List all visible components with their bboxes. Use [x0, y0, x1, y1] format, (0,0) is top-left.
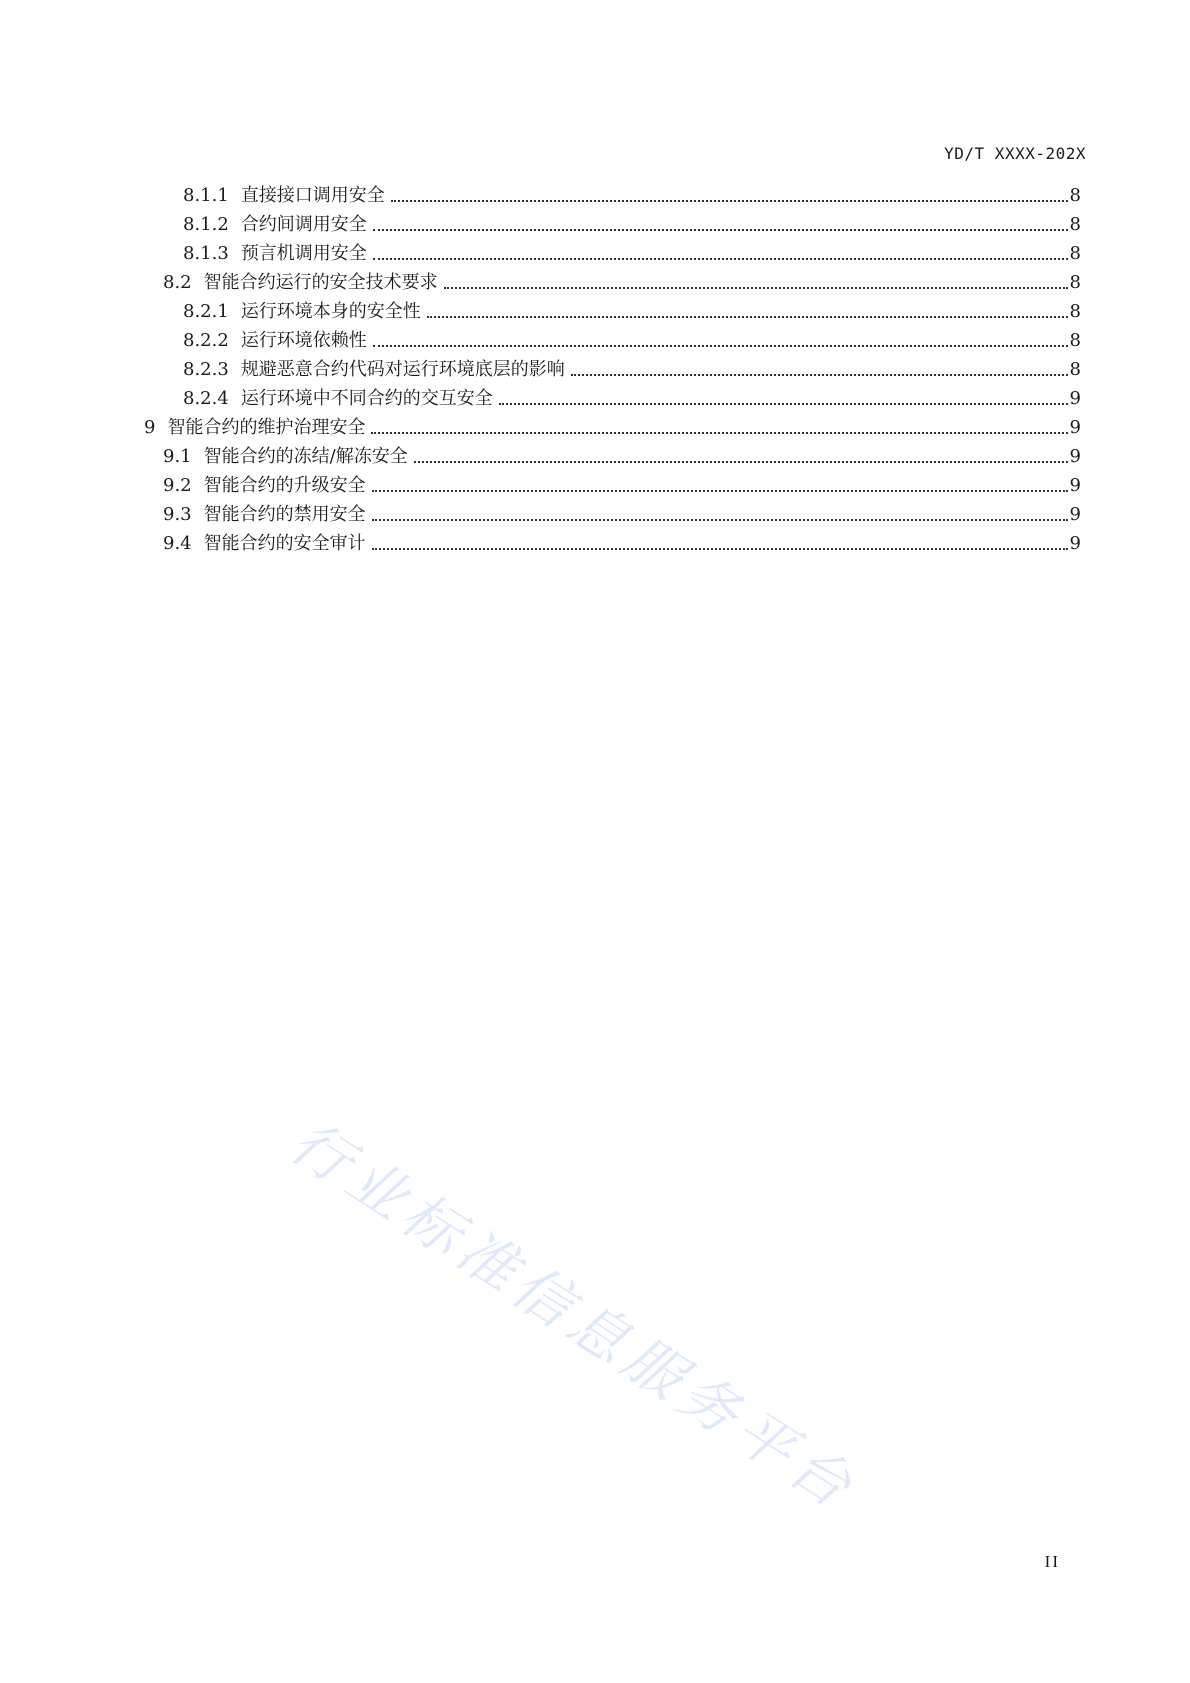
toc-entry-number: 8.2.4 [183, 388, 229, 409]
toc-leader-dots [372, 548, 1068, 550]
toc-entry-page: 9 [1069, 388, 1081, 409]
toc-entry-page: 9 [1069, 446, 1081, 467]
toc-entry-title: 智能合约的安全审计 [203, 533, 366, 554]
toc-entry[interactable] [163, 266, 1081, 294]
toc-leader-dots [414, 461, 1068, 463]
toc-entry-number: 9.1 [163, 446, 192, 467]
toc-entry-page: 8 [1069, 330, 1081, 351]
toc-entry-page: 9 [1069, 504, 1081, 525]
toc-entry-page: 8 [1069, 301, 1081, 322]
toc-entry-page: 8 [1069, 214, 1081, 235]
toc-leader-dots [391, 200, 1068, 202]
toc-entry[interactable] [183, 208, 1081, 236]
toc-entry[interactable] [183, 179, 1081, 207]
toc-entry-title: 智能合约的升级安全 [203, 475, 366, 496]
toc-entry-page: 8 [1069, 243, 1081, 264]
document-code: YD/T XXXX-202X [944, 144, 1086, 163]
toc-entry-number: 9 [144, 417, 156, 438]
toc-entry-page: 8 [1069, 272, 1081, 293]
toc-entry-page: 8 [1069, 359, 1081, 380]
toc-entry-title: 运行环境本身的安全性 [240, 301, 421, 322]
toc-entry-number: 8.1.2 [183, 214, 229, 235]
toc-entry[interactable] [163, 498, 1081, 526]
toc-entry-number: 9.3 [163, 504, 192, 525]
toc-leader-dots [372, 490, 1068, 492]
toc-entry-number: 9.4 [163, 533, 192, 554]
toc-entry-number: 8.2.2 [183, 330, 229, 351]
toc-entry[interactable] [163, 440, 1081, 468]
page-number: II [1044, 1552, 1060, 1571]
toc-entry-number: 9.2 [163, 475, 192, 496]
toc-leader-dots [371, 432, 1067, 434]
toc-leader-dots [499, 403, 1068, 405]
toc-entry-number: 8.2.1 [183, 301, 229, 322]
toc-leader-dots [373, 345, 1068, 347]
toc-entry-page: 9 [1069, 417, 1081, 438]
toc-leader-dots [444, 287, 1068, 289]
toc-entry[interactable] [163, 469, 1081, 497]
toc-entry-number: 8.2.3 [183, 359, 229, 380]
toc-entry[interactable] [144, 411, 1081, 439]
toc-entry-title: 智能合约的禁用安全 [203, 504, 366, 525]
watermark: 行业标准信息服务平台 [278, 1107, 870, 1525]
toc-leader-dots [372, 519, 1068, 521]
toc-entry-page: 9 [1069, 533, 1081, 554]
toc-entry-number: 8.1.3 [183, 243, 229, 264]
toc-entry-number: 8.2 [163, 272, 192, 293]
toc-leader-dots [373, 229, 1068, 231]
toc-leader-dots [427, 316, 1068, 318]
toc-entry[interactable] [183, 324, 1081, 352]
toc-entry-title: 规避恶意合约代码对运行环境底层的影响 [240, 359, 565, 380]
toc-entry[interactable] [183, 295, 1081, 323]
toc-entry-title: 直接接口调用安全 [240, 185, 385, 206]
toc-entry-title: 预言机调用安全 [240, 243, 367, 264]
toc-entry-title: 智能合约的冻结/解冻安全 [203, 446, 408, 467]
toc-leader-dots [571, 374, 1068, 376]
toc-entry-number: 8.1.1 [183, 185, 229, 206]
toc-entry-title: 智能合约的维护治理安全 [167, 417, 366, 438]
toc-entry-page: 8 [1069, 185, 1081, 206]
toc-entry-page: 9 [1069, 475, 1081, 496]
toc-entry[interactable] [183, 382, 1081, 410]
toc-entry-title: 运行环境依赖性 [240, 330, 367, 351]
toc-entry-title: 智能合约运行的安全技术要求 [203, 272, 438, 293]
toc-entry-title: 运行环境中不同合约的交互安全 [240, 388, 493, 409]
toc-entry[interactable] [183, 237, 1081, 265]
toc-leader-dots [373, 258, 1068, 260]
toc-entry-title: 合约间调用安全 [240, 214, 367, 235]
toc-entry[interactable] [183, 353, 1081, 381]
toc-entry[interactable] [163, 527, 1081, 555]
